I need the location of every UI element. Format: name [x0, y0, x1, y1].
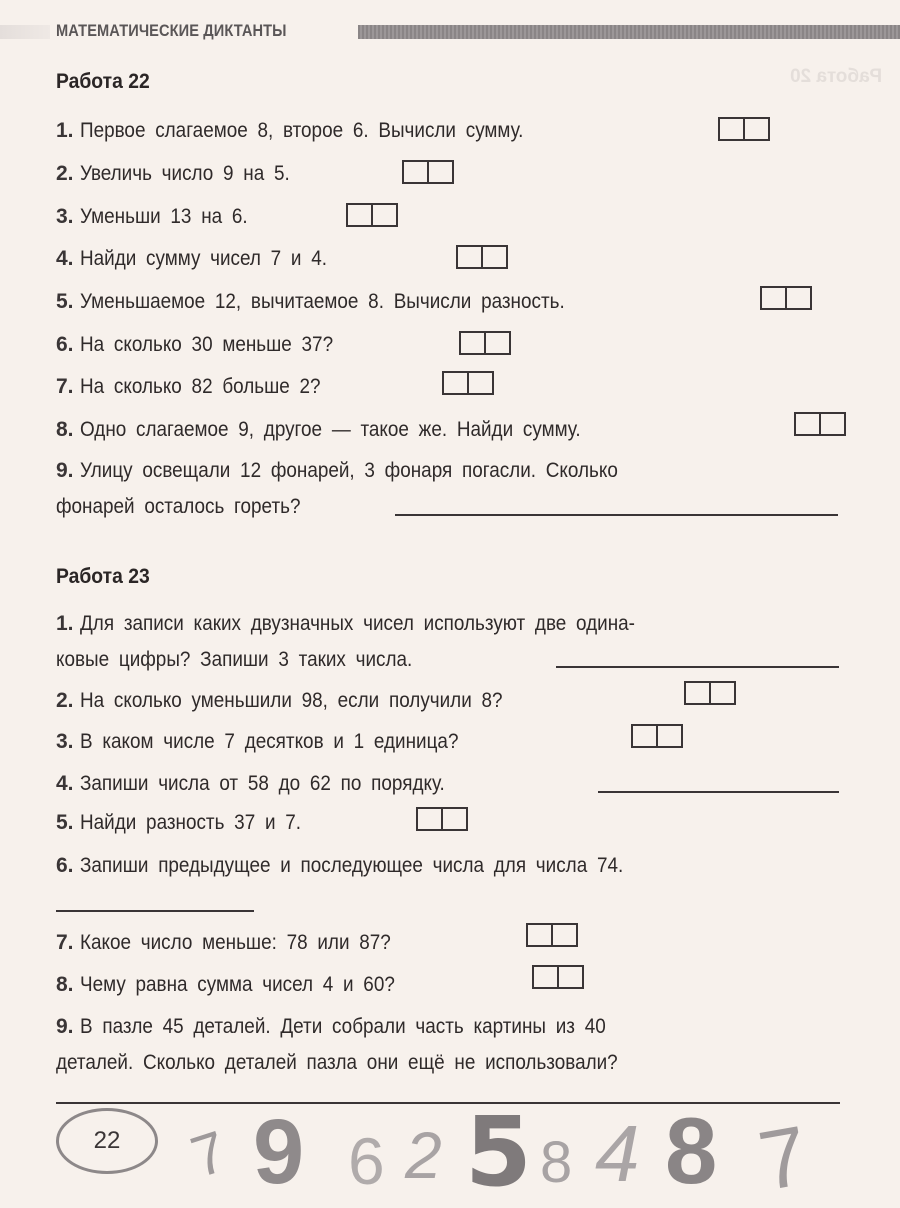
- answer-box[interactable]: [526, 923, 578, 947]
- question-text: На сколько уменьшили 98, если получили 8?: [79, 689, 503, 712]
- answer-box[interactable]: [402, 160, 454, 184]
- question-number: 5.: [56, 811, 74, 834]
- answer-box[interactable]: [718, 117, 770, 141]
- question-23-1: [56, 604, 842, 644]
- question-text: Запиши предыдущее и последующее числа для числа 74.: [79, 854, 623, 877]
- answer-box[interactable]: [442, 371, 494, 395]
- question-text-continued: ковые цифры? Запиши 3 таких числа.: [56, 648, 413, 671]
- question-text-continued: деталей. Сколько деталей пазла они ещё не использовали?: [56, 1051, 618, 1074]
- question-number: 7.: [56, 375, 74, 398]
- question-text: Первое слагаемое 8, второе 6. Вычисли сумму.: [79, 119, 523, 142]
- question-number: 3.: [56, 730, 74, 753]
- question-23-9: [56, 1007, 842, 1047]
- question-22-6: [56, 325, 842, 365]
- question-text-continued: фонарей осталось гореть?: [56, 495, 301, 518]
- question-number: 8.: [56, 973, 74, 996]
- question-number: 1.: [56, 612, 74, 635]
- question-22-5: [56, 282, 842, 322]
- answer-box[interactable]: [631, 724, 683, 748]
- question-number: 9.: [56, 459, 74, 482]
- question-text: Какое число меньше: 78 или 87?: [79, 931, 391, 954]
- deco-digit: 9: [253, 1101, 305, 1203]
- question-number: 5.: [56, 290, 74, 313]
- question-23-6: [56, 846, 842, 886]
- question-23-9-line-2: [56, 1043, 842, 1083]
- question-23-4: [56, 764, 842, 804]
- question-number: 6.: [56, 854, 74, 877]
- question-text: Увеличь число 9 на 5.: [79, 162, 290, 185]
- answer-line[interactable]: [598, 791, 839, 793]
- answer-line[interactable]: [556, 666, 839, 668]
- deco-digit: 4: [595, 1109, 640, 1198]
- section-title-work-23: Работа 23: [56, 565, 150, 588]
- question-text: Найди разность 37 и 7.: [79, 811, 301, 834]
- page-number: [56, 1108, 158, 1174]
- answer-box[interactable]: [760, 286, 812, 310]
- question-22-4: [56, 239, 842, 279]
- question-number: 4.: [56, 772, 74, 795]
- answer-box[interactable]: [416, 807, 468, 831]
- question-number: 2.: [56, 162, 74, 185]
- bleed-through-text: Работа 20: [789, 66, 882, 87]
- question-text: На сколько 30 меньше 37?: [79, 333, 333, 356]
- answer-box[interactable]: [532, 965, 584, 989]
- deco-digit: 8: [540, 1130, 573, 1195]
- question-22-7: [56, 367, 842, 407]
- question-number: 9.: [56, 1015, 74, 1038]
- deco-digit: 8: [665, 1098, 718, 1203]
- question-number: 1.: [56, 119, 74, 142]
- deco-digit: 6: [348, 1124, 385, 1198]
- question-22-9: [56, 451, 842, 491]
- decorative-digits: [183, 1096, 900, 1208]
- answer-box[interactable]: [684, 681, 736, 705]
- header-bar: [358, 25, 900, 39]
- question-23-2: [56, 681, 842, 721]
- question-23-7: [56, 923, 842, 963]
- question-23-5: [56, 803, 842, 843]
- question-22-1: [56, 111, 842, 151]
- question-number: 7.: [56, 931, 74, 954]
- question-text: Улицу освещали 12 фонарей, 3 фонаря погасли. Сколько: [79, 459, 618, 482]
- question-number: 4.: [56, 247, 74, 270]
- answer-line[interactable]: [56, 910, 254, 912]
- question-22-8: [56, 410, 842, 450]
- page-number-text: 22: [93, 1127, 121, 1154]
- question-text: Найди сумму чисел 7 и 4.: [79, 247, 327, 270]
- page-header: [0, 20, 900, 42]
- question-22-3: [56, 197, 842, 237]
- question-23-8: [56, 965, 842, 1005]
- question-text: В пазле 45 деталей. Дети собрали часть картины из 40: [79, 1015, 606, 1038]
- question-22-2: [56, 154, 842, 194]
- question-text: Одно слагаемое 9, другое — такое же. Найди сумму.: [79, 418, 581, 441]
- answer-box[interactable]: [459, 331, 511, 355]
- question-text: В каком числе 7 десятков и 1 единица?: [79, 730, 458, 753]
- question-number: 8.: [56, 418, 74, 441]
- deco-digit: 5: [465, 1096, 532, 1208]
- question-text: Для записи каких двузначных чисел используют две одина-: [79, 612, 635, 635]
- question-text: Уменьшаемое 12, вычитаемое 8. Вычисли разность.: [79, 290, 565, 313]
- question-text: Запиши числа от 58 до 62 по порядку.: [79, 772, 445, 795]
- question-text: На сколько 82 больше 2?: [79, 375, 321, 398]
- question-22-9-line-2: [56, 487, 842, 527]
- answer-line[interactable]: [395, 514, 838, 516]
- question-number: 2.: [56, 689, 74, 712]
- question-23-1-line-2: [56, 640, 842, 680]
- question-number: 3.: [56, 205, 74, 228]
- question-number: 6.: [56, 333, 74, 356]
- question-text: Чему равна сумма чисел 4 и 60?: [79, 973, 395, 996]
- section-title-work-22: Работа 22: [56, 70, 150, 93]
- question-23-3: [56, 722, 842, 762]
- question-text: Уменьши 13 на 6.: [79, 205, 248, 228]
- deco-digit: 7: [183, 1118, 235, 1191]
- header-title: МАТЕМАТИЧЕСКИЕ ДИКТАНТЫ: [56, 21, 287, 40]
- header-bar-left: [0, 25, 50, 39]
- deco-digit: 7: [752, 1107, 815, 1208]
- answer-box[interactable]: [456, 245, 508, 269]
- answer-box[interactable]: [794, 412, 846, 436]
- deco-digit: 2: [405, 1118, 442, 1192]
- answer-box[interactable]: [346, 203, 398, 227]
